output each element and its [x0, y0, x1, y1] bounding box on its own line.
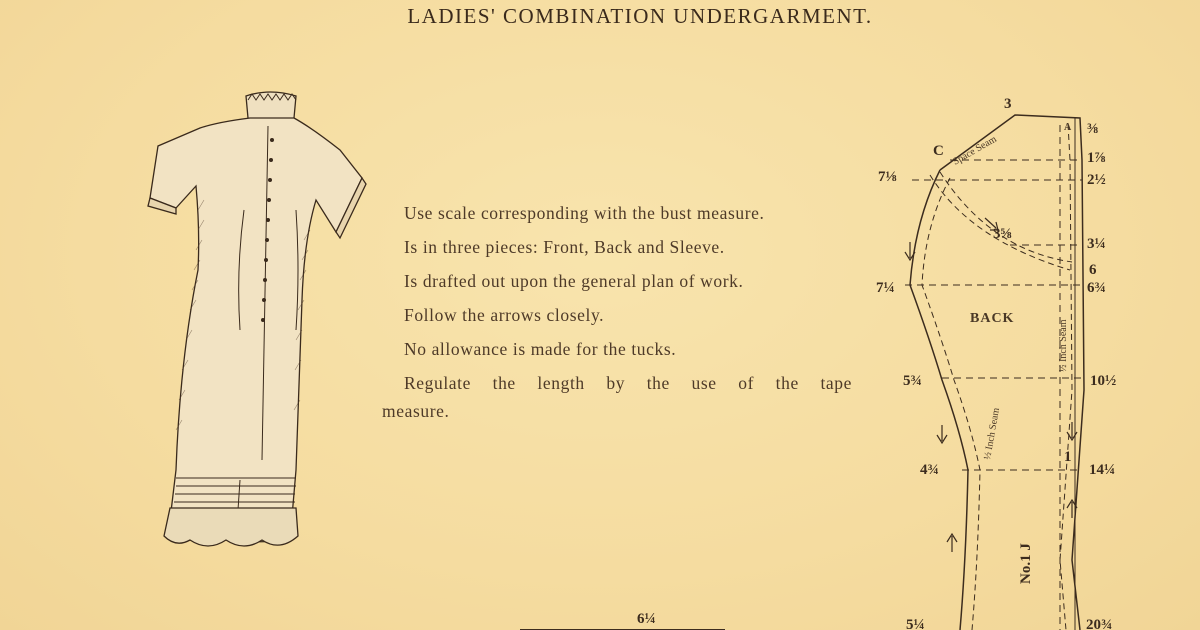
svg-text:5¼: 5¼ [906, 617, 925, 630]
svg-text:1⅞: 1⅞ [1087, 150, 1106, 166]
svg-text:20¾: 20¾ [1086, 617, 1113, 630]
svg-text:4¾: 4¾ [920, 462, 939, 478]
instruction-line: Use scale corresponding with the bust measure. [404, 203, 765, 223]
svg-text:Space Seam: Space Seam [951, 133, 999, 168]
svg-text:½ Inch Seam: ½ Inch Seam [982, 406, 1003, 461]
svg-text:C: C [933, 143, 944, 159]
svg-text:3⅝: 3⅝ [993, 226, 1012, 242]
piece-label: BACK [970, 311, 1015, 326]
svg-text:1: 1 [1064, 449, 1072, 465]
svg-text:7¼: 7¼ [876, 280, 895, 296]
page-title: LADIES' COMBINATION UNDERGARMENT. [407, 4, 873, 28]
svg-text:½ Inch Seam: ½ Inch Seam [1058, 319, 1069, 372]
svg-text:7⅛: 7⅛ [878, 169, 897, 185]
svg-text:3: 3 [1004, 96, 1012, 112]
svg-text:14¼: 14¼ [1089, 462, 1116, 478]
instruction-line: Regulate the length by the use of the tape [404, 373, 852, 393]
instruction-line: No allowance is made for the tucks. [404, 339, 677, 359]
svg-text:6¼: 6¼ [637, 611, 656, 627]
instruction-line: Is drafted out upon the general plan of work. [404, 271, 744, 291]
instruction-line-continuation: measure. [382, 401, 450, 421]
svg-text:3¼: 3¼ [1087, 236, 1106, 252]
instruction-line: Follow the arrows closely. [404, 305, 605, 325]
svg-text:⅜: ⅜ [1087, 121, 1099, 137]
svg-text:6: 6 [1089, 262, 1097, 278]
svg-text:5¾: 5¾ [903, 373, 922, 389]
svg-text:No.1 J: No.1 J [1018, 543, 1034, 584]
svg-text:10½: 10½ [1090, 373, 1117, 389]
svg-text:6¾: 6¾ [1087, 280, 1106, 296]
instruction-line: Is in three pieces: Front, Back and Sleeve. [404, 237, 725, 257]
svg-text:2½: 2½ [1087, 172, 1106, 188]
svg-text:A: A [1064, 122, 1072, 133]
